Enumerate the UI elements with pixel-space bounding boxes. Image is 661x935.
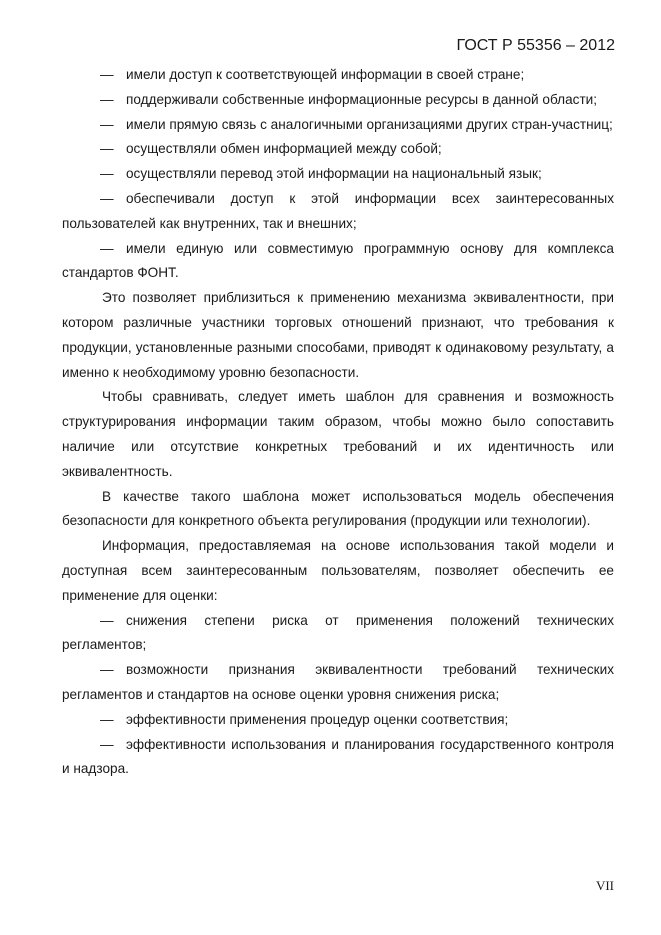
list-item [62, 187, 614, 237]
list-item [62, 88, 614, 113]
list-item-text: имели доступ к соответствующей информации в своей стране; [126, 67, 525, 82]
dash-marker: — [100, 240, 114, 256]
dash-marker: — [100, 91, 114, 107]
list-item-text: осуществляли перевод этой информации на национальный язык; [126, 166, 542, 182]
dash-marker: — [100, 190, 114, 206]
page-number: VII [595, 878, 614, 893]
dash-marker: — [100, 711, 114, 727]
list-item [62, 708, 614, 733]
list-item-text: имели прямую связь с аналогичными организациями других стран-участниц; [126, 116, 613, 132]
list-item-text: эффективности применения процедур оценки соответствия; [126, 711, 509, 727]
paragraph: Информация, предоставляемая на основе использования такой модели и доступная всем заинтересованным пользователям, позволяет обеспечить ее применение для оценки: [62, 538, 614, 603]
dash-marker: — [100, 67, 114, 82]
list-item-text: снижения степени риска от применения положений технических регламентов; [62, 612, 614, 653]
paragraph: Это позволяет приблизиться к применению механизма эквивалентности, при котором различные участники торговых отношений признают, что требования к продукции, установленные разными способами, приводят к одинаковому результату, а именно к необходимому уровню безопасности. [62, 290, 614, 380]
list-item-text: поддерживали собственные информационные ресурсы в данной области; [126, 91, 598, 107]
list-item-text: возможности признания эквивалентности требований технических регламентов и стандартов на основе оценки уровня снижения риска; [62, 662, 614, 702]
dash-marker: — [100, 612, 114, 628]
dash-marker: — [100, 141, 114, 157]
list-item [62, 137, 614, 162]
dash-marker: — [100, 166, 114, 182]
list-item [62, 113, 614, 138]
list-item [62, 658, 614, 708]
list-item [62, 237, 614, 287]
list-item-text: осуществляли обмен информацией между собой; [126, 141, 442, 157]
list-item [62, 162, 614, 187]
document-header: ГОСТ Р 55356 – 2012 [456, 37, 615, 54]
list-item-text: обеспечивали доступ к этой информации всех заинтересованных пользователей как внутренних, так и внешних; [62, 190, 614, 231]
paragraph: Чтобы сравнивать, следует иметь шаблон для сравнения и возможность структурирования информации таким образом, чтобы можно было сопоставить наличие или отсутствие конкретных требований и их идентичность или эквивалентность. [62, 389, 614, 479]
page-body [62, 63, 614, 782]
dash-marker: — [100, 736, 114, 752]
list-item [62, 63, 614, 88]
dash-marker: — [100, 116, 114, 132]
list-item-text: эффективности использования и планирования государственного контроля и надзора. [62, 736, 614, 777]
list-item [62, 733, 614, 783]
list-item [62, 609, 614, 659]
list-item-text: имели единую или совместимую программную основу для комплекса стандартов ФОНТ. [62, 240, 614, 281]
paragraph: В качестве такого шаблона может использоваться модель обеспечения безопасности для конкретного объекта регулирования (продукции или технологии). [62, 488, 614, 529]
dash-marker: — [100, 662, 114, 678]
